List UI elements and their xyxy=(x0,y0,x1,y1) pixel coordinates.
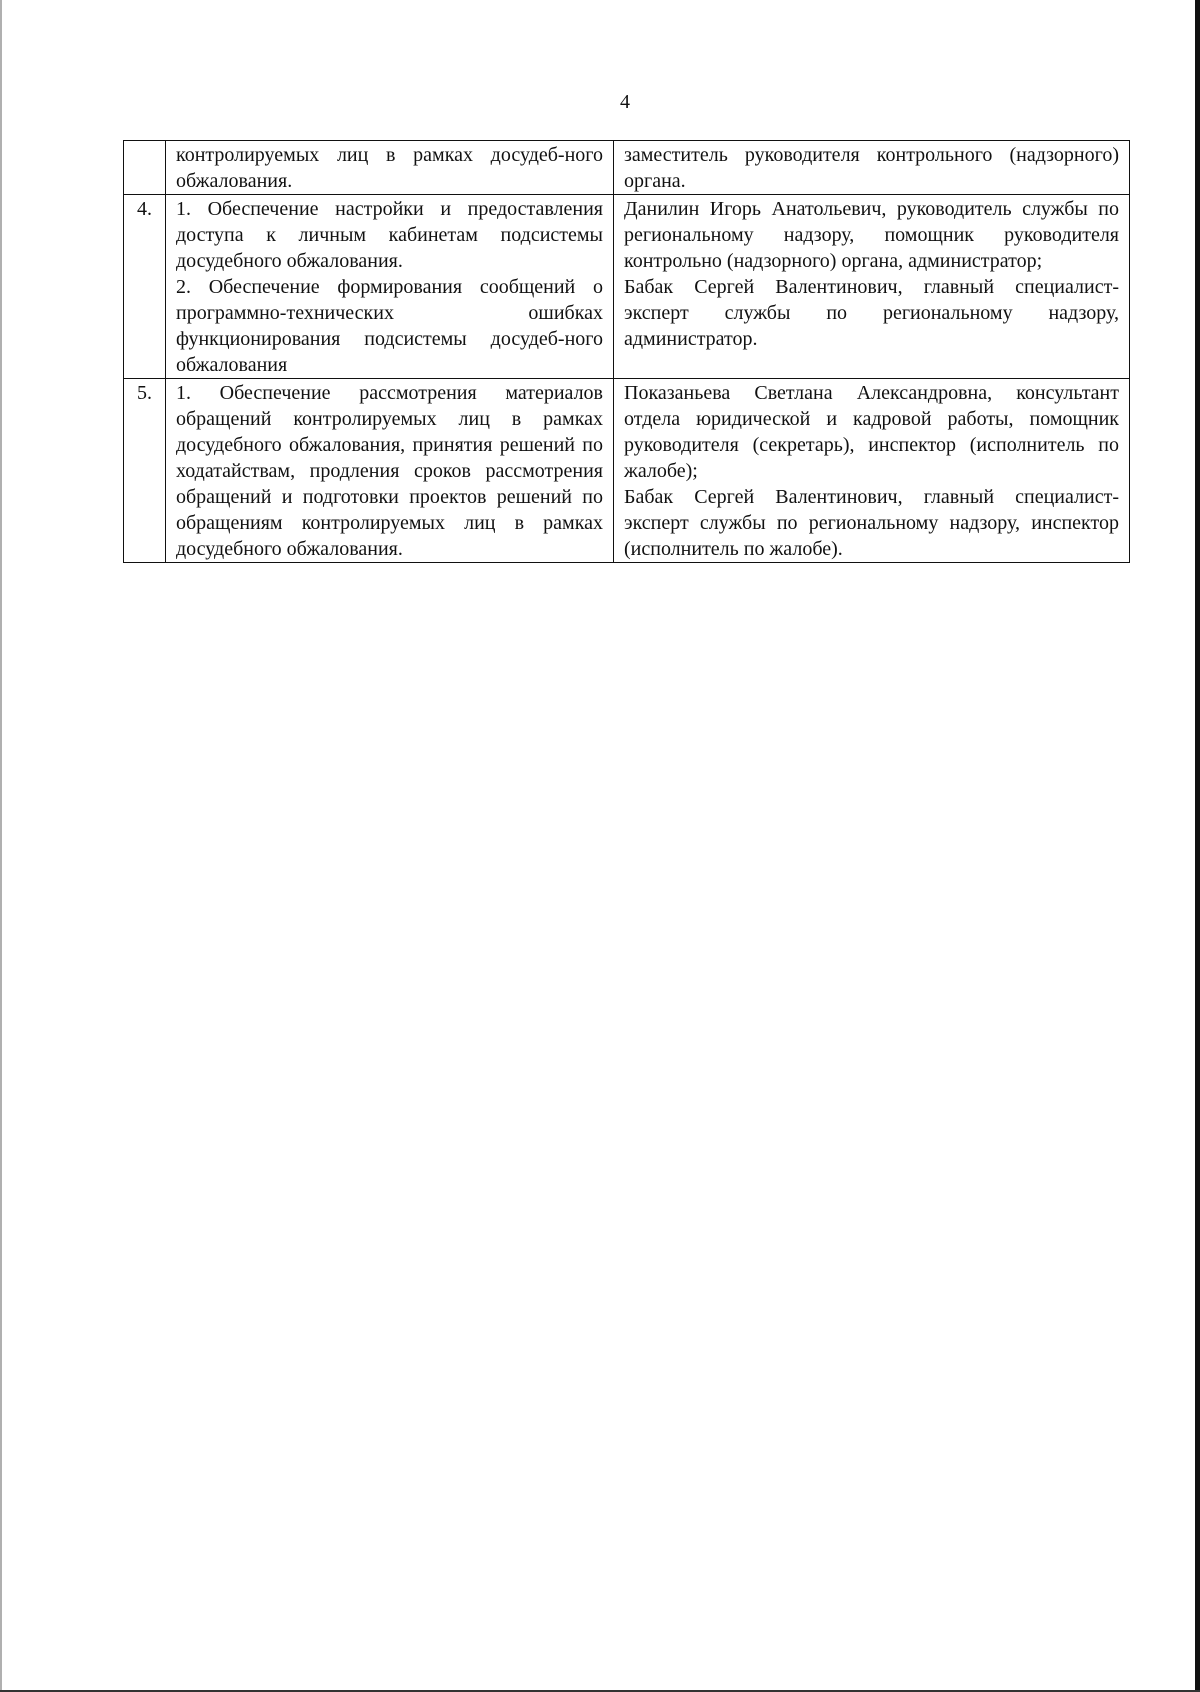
row-number-cell xyxy=(124,141,166,195)
responsibility-table xyxy=(123,140,1130,563)
scan-left-edge xyxy=(0,0,2,1692)
responsible-paragraph: Показаньева Светлана Александровна, консультант отдела юридической и кадровой работы, помощник руководителя (секретарь), инспектор (исполнитель по жалобе); xyxy=(624,382,1119,482)
table-row xyxy=(124,141,1130,195)
responsible-paragraph: заместитель руководителя контрольного (надзорного) органа. xyxy=(624,144,1119,192)
responsible-paragraph: Бабак Сергей Валентинович, главный специалист-эксперт службы по региональному надзору, инспектор (исполнитель по жалобе). xyxy=(624,486,1119,560)
table-row xyxy=(124,379,1130,563)
row-number-cell: 5. xyxy=(124,379,166,563)
responsible-paragraph: Бабак Сергей Валентинович, главный специалист-эксперт службы по региональному надзору, администратор. xyxy=(624,276,1119,350)
scan-right-edge xyxy=(1195,0,1200,1692)
table-row xyxy=(124,195,1130,379)
responsible-paragraph: Данилин Игорь Анатольевич, руководитель службы по региональному надзору, помощник руководителя контрольно (надзорного) органа, администратор; xyxy=(624,198,1119,272)
function-cell xyxy=(166,195,614,379)
responsible-person-cell xyxy=(614,195,1130,379)
function-paragraph: 1. Обеспечение настройки и предоставления доступа к личным кабинетам подсистемы досудебного обжалования. xyxy=(176,198,603,272)
function-paragraph: 2. Обеспечение формирования сообщений о программно-технических ошибках функционирования подсистемы досудеб-ного обжалования xyxy=(176,276,603,376)
page-number: 4 xyxy=(620,91,630,113)
responsible-person-cell xyxy=(614,141,1130,195)
row-number-cell: 4. xyxy=(124,195,166,379)
function-paragraph: контролируемых лиц в рамках досудеб-ного обжалования. xyxy=(176,144,603,192)
function-paragraph: 1. Обеспечение рассмотрения материалов обращений контролируемых лиц в рамках досудебного обжалования, принятия решений по ходатайствам, продления сроков рассмотрения обращений и подготовки проектов решений по обращениям контролируемых лиц в рамках досудебного обжалования. xyxy=(176,382,603,560)
responsible-person-cell xyxy=(614,379,1130,563)
function-cell xyxy=(166,379,614,563)
function-cell xyxy=(166,141,614,195)
